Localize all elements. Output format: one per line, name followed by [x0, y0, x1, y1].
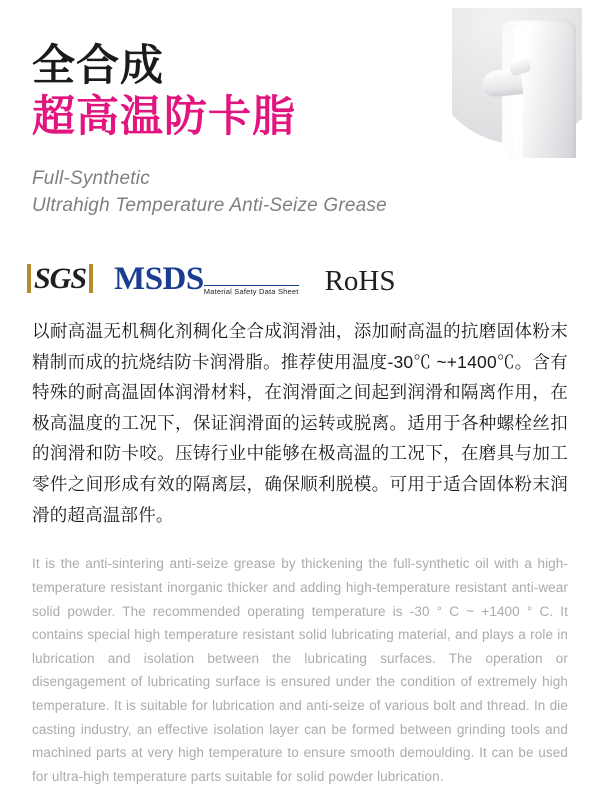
- cert-rohs: [324, 264, 396, 297]
- msds-logo-icon: MSDS: [114, 260, 204, 297]
- sgs-logo-icon: SGS: [34, 261, 87, 295]
- cert-sgs: [32, 262, 88, 296]
- description-english: It is the anti-sintering anti-seize grease by thickening the full-synthetic oil with a high-temperature resistant inorganic thicker and adding high-temperature resistant anti-wear solid powder. The recommended operating temperature is -30 ° C ~ +1400 ° C. It contains special high temperature resistant solid lubricating material, and plays a role in lubrication and isolation between the lubricating surfaces. The operation or disengagement of lubricating surface is ensured under the condition of extremely high temperature. It is suitable for lubrication and anti-seize of various bolt and thread. In die casting industry, an effective isolation layer can be formed between grinding tools and machined parts at very high temperature to ensure smooth demoulding. It can be used for ultra-high temperature parts suitable for solid powder lubrication.: [32, 556, 568, 784]
- rohs-logo-icon: RoHS: [324, 264, 396, 297]
- description-chinese: 以耐高温无机稠化剂稠化全合成润滑油，添加耐高温的抗磨固体粉末精制而成的抗烧结防卡润滑脂。推荐使用温度-30℃ ~+1400℃。含有特殊的耐高温固体润滑材料，在润滑面之间起到润滑和隔离作用，在极高温度的工况下，保证润滑面的运转或脱离。适用于各种螺栓丝扣的润滑和防卡咬。压铸行业中能够在极高温的工况下，在磨具与加工零件之间形成有效的隔离层，确保顺利脱模。可用于适合固体粉末润滑的超高温部件。: [32, 320, 568, 525]
- page-title-primary: 全合成: [32, 42, 164, 90]
- page-title-secondary: 超高温防卡脂: [32, 93, 296, 142]
- cert-msds: [114, 260, 299, 297]
- product-photo: [452, 8, 582, 158]
- subtitle-line-1: Full-Synthetic: [32, 167, 150, 189]
- msds-logo-subtitle: Material Safety Data Sheet: [203, 286, 299, 296]
- subtitle-block: [32, 165, 568, 220]
- certification-logos: [32, 244, 568, 296]
- subtitle-line-2: Ultrahigh Temperature Anti-Seize Grease: [32, 195, 387, 217]
